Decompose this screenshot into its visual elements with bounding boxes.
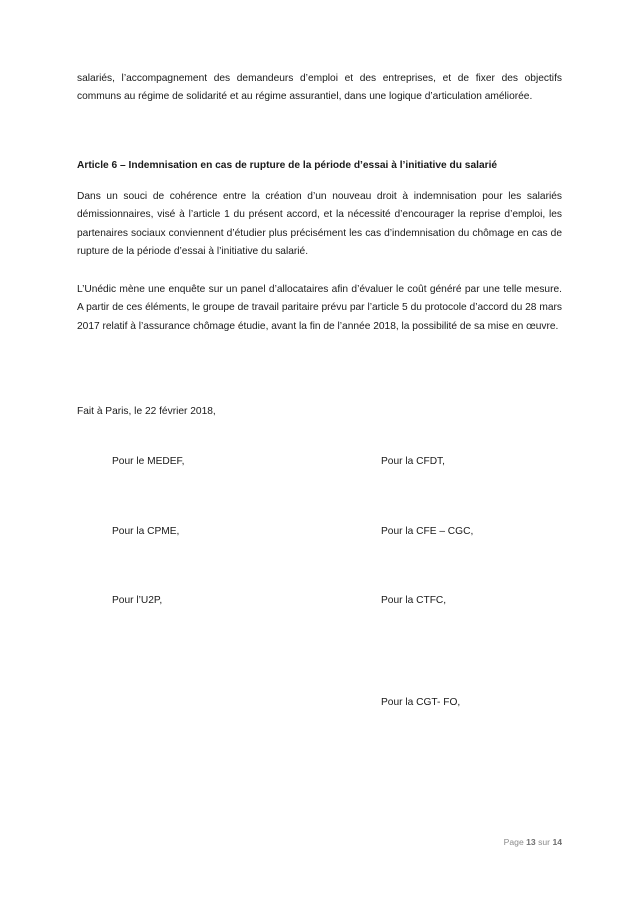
signatory-ctfc: Pour la CTFC, bbox=[381, 595, 447, 606]
place-and-date: Fait à Paris, le 22 février 2018, bbox=[77, 406, 216, 417]
signatory-u2p: Pour l’U2P, bbox=[112, 595, 163, 606]
signatory-medef: Pour le MEDEF, bbox=[112, 456, 185, 467]
footer-page-number: 13 bbox=[526, 837, 536, 847]
footer-page-word: Page bbox=[503, 837, 524, 847]
article-6-heading: Article 6 – Indemnisation en cas de rupture de la période d’essai à l’initiative du salarié bbox=[77, 160, 498, 171]
article-6-paragraph-2: L’Unédic mène une enquête sur un panel d’allocataires afin d’évaluer le coût généré par une telle mesure. A partir de ces éléments, le groupe de travail paritaire prévu par l’article 5 du protocole d’accord du 28 mars 2017 relatif à l’assurance chômage étudie, avant la fin de l’année 2018, la possibilité de sa mise en œuvre. bbox=[77, 284, 562, 332]
article-6-paragraph-1: Dans un souci de cohérence entre la création d’un nouveau droit à indemnisation pour les salariés démissionnaires, visé à l’article 1 du présent accord, et la nécessité d’encourager la reprise d’emploi, les partenaires sociaux conviennent d’étudier plus précisément les cas d’indemnisation du chômage en cas de rupture de la période d’essai à l’initiative du salarié. bbox=[77, 191, 562, 258]
intro-paragraph: salariés, l’accompagnement des demandeurs d’emploi et des entreprises, et de fixer des objectifs communs au régime de solidarité et au régime assurantiel, dans une logique d’articulation améliorée. bbox=[77, 73, 562, 103]
signatory-cpme: Pour la CPME, bbox=[112, 526, 180, 537]
page-footer bbox=[504, 837, 562, 847]
signatory-cfdt: Pour la CFDT, bbox=[381, 456, 445, 467]
signatory-cgt-fo: Pour la CGT- FO, bbox=[381, 697, 461, 708]
footer-total-pages: 14 bbox=[552, 837, 562, 847]
footer-of-word: sur bbox=[538, 837, 551, 847]
signatory-cfe-cgc: Pour la CFE – CGC, bbox=[381, 526, 474, 537]
